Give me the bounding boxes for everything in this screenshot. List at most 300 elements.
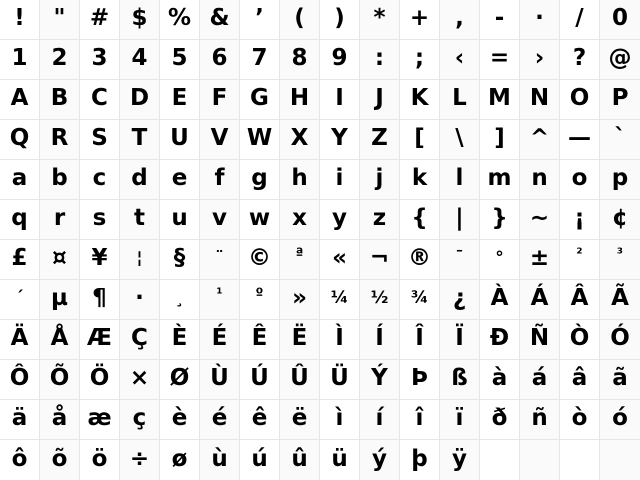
glyph: ¼ [330, 288, 349, 308]
glyph-cell [360, 240, 400, 280]
glyph: Ñ [529, 325, 550, 351]
glyph: ü [331, 445, 348, 472]
glyph: 6 [211, 45, 228, 71]
glyph-cell [520, 200, 560, 240]
glyph-cell [120, 120, 160, 160]
glyph: Q [9, 125, 30, 151]
glyph: Ö [89, 365, 110, 391]
glyph-cell [520, 120, 560, 160]
glyph: h [291, 165, 308, 191]
glyph: [ [414, 125, 425, 151]
glyph-cell [120, 200, 160, 240]
glyph-cell [400, 440, 440, 480]
glyph: E [171, 85, 188, 111]
glyph-cell [400, 0, 440, 40]
glyph: s [92, 205, 107, 231]
glyph: j [375, 165, 384, 191]
glyph-cell [480, 120, 520, 160]
glyph-cell [160, 40, 200, 80]
glyph-cell [280, 80, 320, 120]
glyph-cell [240, 0, 280, 40]
glyph-cell [400, 400, 440, 440]
glyph-cell [360, 40, 400, 80]
glyph-cell [600, 400, 640, 440]
glyph: 2 [51, 45, 68, 71]
glyph: \ [455, 125, 464, 151]
glyph-cell [0, 120, 40, 160]
glyph-cell [200, 400, 240, 440]
glyph: Ô [9, 365, 30, 391]
glyph: ê [251, 405, 268, 431]
glyph-cell [0, 200, 40, 240]
glyph-cell [480, 400, 520, 440]
glyph: · [135, 285, 144, 311]
glyph: ¿ [452, 285, 467, 311]
glyph: £ [11, 245, 28, 271]
glyph: B [50, 85, 69, 111]
glyph: Æ [87, 325, 112, 351]
glyph-cell [240, 240, 280, 280]
glyph: d [131, 165, 148, 191]
glyph-cell [280, 440, 320, 480]
glyph-cell [360, 400, 400, 440]
glyph: ö [91, 445, 108, 472]
glyph-cell [600, 240, 640, 280]
glyph: n [531, 165, 548, 191]
glyph: ¢ [611, 205, 628, 231]
glyph: ä [11, 405, 28, 431]
glyph-cell [240, 80, 280, 120]
glyph: N [529, 85, 550, 111]
glyph: È [171, 325, 188, 351]
glyph: ´ [15, 288, 24, 308]
glyph: L [452, 85, 467, 111]
glyph-cell [240, 120, 280, 160]
glyph-cell [560, 320, 600, 360]
glyph: b [51, 165, 68, 191]
glyph: x [292, 205, 307, 231]
glyph: V [210, 125, 229, 151]
glyph: : [374, 45, 385, 71]
glyph-cell [280, 200, 320, 240]
glyph: G [250, 85, 269, 111]
glyph-cell [600, 40, 640, 80]
glyph-cell [440, 40, 480, 80]
glyph: @ [608, 45, 632, 71]
glyph: æ [87, 405, 112, 431]
glyph: Ú [250, 365, 269, 391]
glyph-cell [560, 120, 600, 160]
glyph: à [491, 365, 508, 391]
glyph: S [91, 125, 108, 151]
glyph-cell [200, 0, 240, 40]
glyph-cell [240, 40, 280, 80]
glyph: ã [612, 365, 628, 391]
glyph: ¯ [455, 248, 464, 268]
glyph-cell [320, 0, 360, 40]
glyph-cell [160, 440, 200, 480]
glyph-cell [360, 280, 400, 320]
glyph-cell [560, 360, 600, 400]
glyph: À [490, 285, 509, 311]
glyph: O [569, 85, 590, 111]
glyph-cell [200, 80, 240, 120]
glyph: # [89, 5, 110, 31]
glyph-cell [320, 200, 360, 240]
glyph-cell [600, 200, 640, 240]
glyph-cell [280, 160, 320, 200]
glyph-cell [40, 440, 80, 480]
glyph-cell [520, 440, 560, 480]
glyph-cell [360, 160, 400, 200]
glyph: J [375, 85, 384, 111]
glyph: ô [11, 445, 28, 472]
glyph: Ì [335, 325, 344, 351]
glyph: ] [494, 125, 505, 151]
glyph: g [251, 165, 268, 191]
glyph-cell [440, 80, 480, 120]
glyph-cell [600, 160, 640, 200]
glyph: H [289, 85, 310, 111]
glyph-cell [80, 120, 120, 160]
glyph: 8 [291, 45, 308, 71]
glyph: R [50, 125, 69, 151]
glyph-cell [80, 200, 120, 240]
glyph-cell [280, 120, 320, 160]
glyph: — [568, 125, 591, 151]
glyph: µ [51, 285, 68, 311]
glyph-cell [560, 200, 600, 240]
glyph: Â [570, 285, 589, 311]
glyph: Û [290, 365, 309, 391]
glyph-cell [40, 280, 80, 320]
glyph-cell [520, 280, 560, 320]
glyph: = [489, 45, 510, 71]
glyph-cell [560, 440, 600, 480]
glyph-cell [360, 360, 400, 400]
glyph-cell [120, 160, 160, 200]
glyph-cell [120, 360, 160, 400]
glyph-cell [320, 80, 360, 120]
glyph: ’ [255, 5, 264, 31]
glyph-cell [360, 200, 400, 240]
glyph-cell [520, 80, 560, 120]
glyph-cell [120, 280, 160, 320]
glyph: ¤ [52, 245, 67, 271]
glyph: ø [171, 445, 188, 472]
glyph-cell [560, 240, 600, 280]
glyph-cell [80, 320, 120, 360]
glyph: ® [408, 245, 431, 271]
glyph: * [373, 5, 386, 31]
glyph: ² [576, 245, 583, 262]
glyph-cell [480, 360, 520, 400]
glyph: × [129, 365, 150, 391]
glyph: « [332, 245, 347, 271]
glyph: ÷ [129, 445, 150, 472]
glyph-cell [440, 160, 480, 200]
glyph-cell [160, 160, 200, 200]
glyph: ÿ [452, 445, 467, 472]
glyph-cell [200, 160, 240, 200]
glyph: ± [529, 245, 550, 271]
glyph: Ä [10, 325, 29, 351]
glyph-cell [0, 240, 40, 280]
glyph-cell [560, 40, 600, 80]
glyph-cell [400, 360, 440, 400]
glyph: } [491, 205, 508, 231]
glyph-cell [160, 280, 200, 320]
glyph-cell [40, 240, 80, 280]
glyph-cell [80, 400, 120, 440]
glyph: ° [495, 248, 504, 268]
glyph: 5 [171, 45, 188, 71]
glyph: ‹ [454, 45, 465, 71]
glyph-cell [160, 0, 200, 40]
glyph-cell [160, 320, 200, 360]
glyph: f [214, 165, 225, 191]
glyph: ? [572, 45, 587, 71]
glyph-cell [120, 400, 160, 440]
glyph-cell [320, 160, 360, 200]
glyph-cell [80, 240, 120, 280]
glyph: i [335, 165, 344, 191]
glyph: © [248, 245, 271, 271]
glyph-cell [280, 400, 320, 440]
glyph-cell [240, 400, 280, 440]
glyph-cell [600, 280, 640, 320]
glyph-cell [160, 240, 200, 280]
glyph-cell [600, 360, 640, 400]
glyph-cell [40, 80, 80, 120]
glyph-cell [400, 120, 440, 160]
glyph-cell [80, 40, 120, 80]
glyph-cell [40, 160, 80, 200]
glyph: Å [50, 325, 69, 351]
glyph-cell [360, 0, 400, 40]
glyph: Ë [291, 325, 308, 351]
glyph: + [409, 5, 430, 31]
glyph: M [488, 85, 511, 111]
glyph-cell [320, 440, 360, 480]
glyph: z [372, 205, 387, 231]
glyph-cell [360, 80, 400, 120]
glyph-cell [240, 200, 280, 240]
glyph-cell [400, 240, 440, 280]
glyph: ` [614, 125, 626, 151]
glyph-cell [80, 80, 120, 120]
glyph: Ã [611, 285, 629, 311]
glyph-cell [400, 80, 440, 120]
glyph-cell [200, 320, 240, 360]
glyph: 9 [331, 45, 348, 71]
glyph-cell [520, 0, 560, 40]
glyph-cell [520, 400, 560, 440]
glyph-cell [600, 0, 640, 40]
glyph-cell [400, 280, 440, 320]
glyph-cell [480, 440, 520, 480]
glyph: m [487, 165, 512, 191]
glyph-cell [160, 200, 200, 240]
glyph: É [211, 325, 228, 351]
glyph: Ø [169, 365, 190, 391]
glyph-cell [40, 120, 80, 160]
glyph-cell [520, 160, 560, 200]
glyph-cell [400, 200, 440, 240]
glyph-cell [240, 440, 280, 480]
glyph-cell [600, 440, 640, 480]
glyph-cell [0, 440, 40, 480]
glyph-cell [200, 40, 240, 80]
glyph-cell [600, 120, 640, 160]
glyph: Y [331, 125, 348, 151]
glyph: T [131, 125, 148, 151]
glyph: ~ [529, 205, 550, 231]
glyph: õ [51, 445, 68, 472]
glyph-cell [320, 320, 360, 360]
glyph: ¹ [216, 285, 223, 302]
glyph: X [290, 125, 309, 151]
glyph: å [51, 405, 68, 431]
glyph-cell [440, 320, 480, 360]
glyph-cell [440, 200, 480, 240]
glyph-cell [480, 160, 520, 200]
glyph-cell [160, 120, 200, 160]
glyph: Ù [210, 365, 229, 391]
glyph: ¥ [91, 245, 108, 271]
glyph: o [571, 165, 588, 191]
glyph: ð [491, 405, 508, 431]
glyph: í [375, 405, 384, 431]
glyph: 7 [251, 45, 268, 71]
glyph: r [53, 205, 66, 231]
glyph-cell [240, 360, 280, 400]
glyph: á [531, 365, 548, 391]
glyph: ^ [529, 125, 550, 151]
glyph-cell [560, 400, 600, 440]
glyph-cell [440, 280, 480, 320]
glyph-cell [440, 120, 480, 160]
glyph: ª [295, 245, 304, 262]
glyph: w [248, 205, 271, 231]
glyph: â [571, 365, 588, 391]
glyph-cell [160, 400, 200, 440]
glyph: ú [251, 445, 268, 472]
glyph-cell [120, 320, 160, 360]
glyph: D [129, 85, 150, 111]
glyph-cell [320, 40, 360, 80]
glyph: ï [455, 405, 464, 431]
glyph: ! [14, 5, 25, 31]
glyph-cell [400, 320, 440, 360]
glyph-cell [320, 240, 360, 280]
glyph: ý [372, 445, 387, 472]
glyph: q [11, 205, 28, 231]
glyph-cell [80, 160, 120, 200]
glyph: 1 [11, 45, 28, 71]
glyph-cell [0, 400, 40, 440]
glyph-cell [320, 360, 360, 400]
glyph-cell [320, 120, 360, 160]
glyph: c [92, 165, 107, 191]
glyph-cell [40, 0, 80, 40]
glyph-cell [280, 40, 320, 80]
glyph: þ [411, 445, 428, 472]
glyph: | [455, 205, 464, 231]
glyph: " [53, 5, 66, 31]
glyph-cell [200, 120, 240, 160]
glyph-cell [480, 0, 520, 40]
glyph: ¾ [410, 288, 429, 308]
glyph-cell [200, 200, 240, 240]
glyph-cell [120, 80, 160, 120]
glyph: » [292, 285, 307, 311]
glyph-cell [80, 360, 120, 400]
glyph: ) [334, 5, 345, 31]
glyph: a [11, 165, 28, 191]
glyph-cell [440, 360, 480, 400]
glyph: ñ [531, 405, 548, 431]
glyph-cell [280, 280, 320, 320]
glyph: § [173, 245, 186, 271]
glyph: Ê [251, 325, 268, 351]
glyph-cell [280, 320, 320, 360]
glyph: ; [414, 45, 425, 71]
glyph-cell [560, 0, 600, 40]
glyph-cell [160, 80, 200, 120]
glyph-cell [80, 0, 120, 40]
glyph: ¬ [369, 245, 390, 271]
glyph-cell [360, 440, 400, 480]
glyph-cell [160, 360, 200, 400]
glyph-cell [0, 40, 40, 80]
glyph: F [211, 85, 228, 111]
glyph-cell [560, 280, 600, 320]
glyph-cell [200, 360, 240, 400]
glyph: é [211, 405, 228, 431]
glyph-cell [280, 0, 320, 40]
glyph: ó [612, 405, 628, 431]
glyph-cell [480, 280, 520, 320]
glyph: u [171, 205, 188, 231]
glyph: & [209, 5, 230, 31]
glyph-cell [320, 280, 360, 320]
glyph-cell [520, 320, 560, 360]
glyph-cell [80, 280, 120, 320]
glyph-cell [520, 360, 560, 400]
glyph-cell [320, 400, 360, 440]
glyph: Ý [371, 365, 388, 391]
glyph: ³ [616, 245, 624, 262]
glyph-cell [240, 160, 280, 200]
glyph: t [134, 205, 145, 231]
glyph: î [415, 405, 424, 431]
glyph: è [171, 405, 188, 431]
glyph: P [611, 85, 629, 111]
glyph: I [335, 85, 344, 111]
glyph: % [167, 5, 192, 31]
glyph-cell [0, 80, 40, 120]
glyph: Ï [455, 325, 464, 351]
glyph-cell [360, 120, 400, 160]
glyph-cell [440, 440, 480, 480]
glyph: A [10, 85, 29, 111]
glyph: º [255, 285, 264, 302]
glyph: { [411, 205, 428, 231]
glyph-cell [400, 160, 440, 200]
glyph: ( [294, 5, 305, 31]
glyph: Ç [131, 325, 148, 351]
